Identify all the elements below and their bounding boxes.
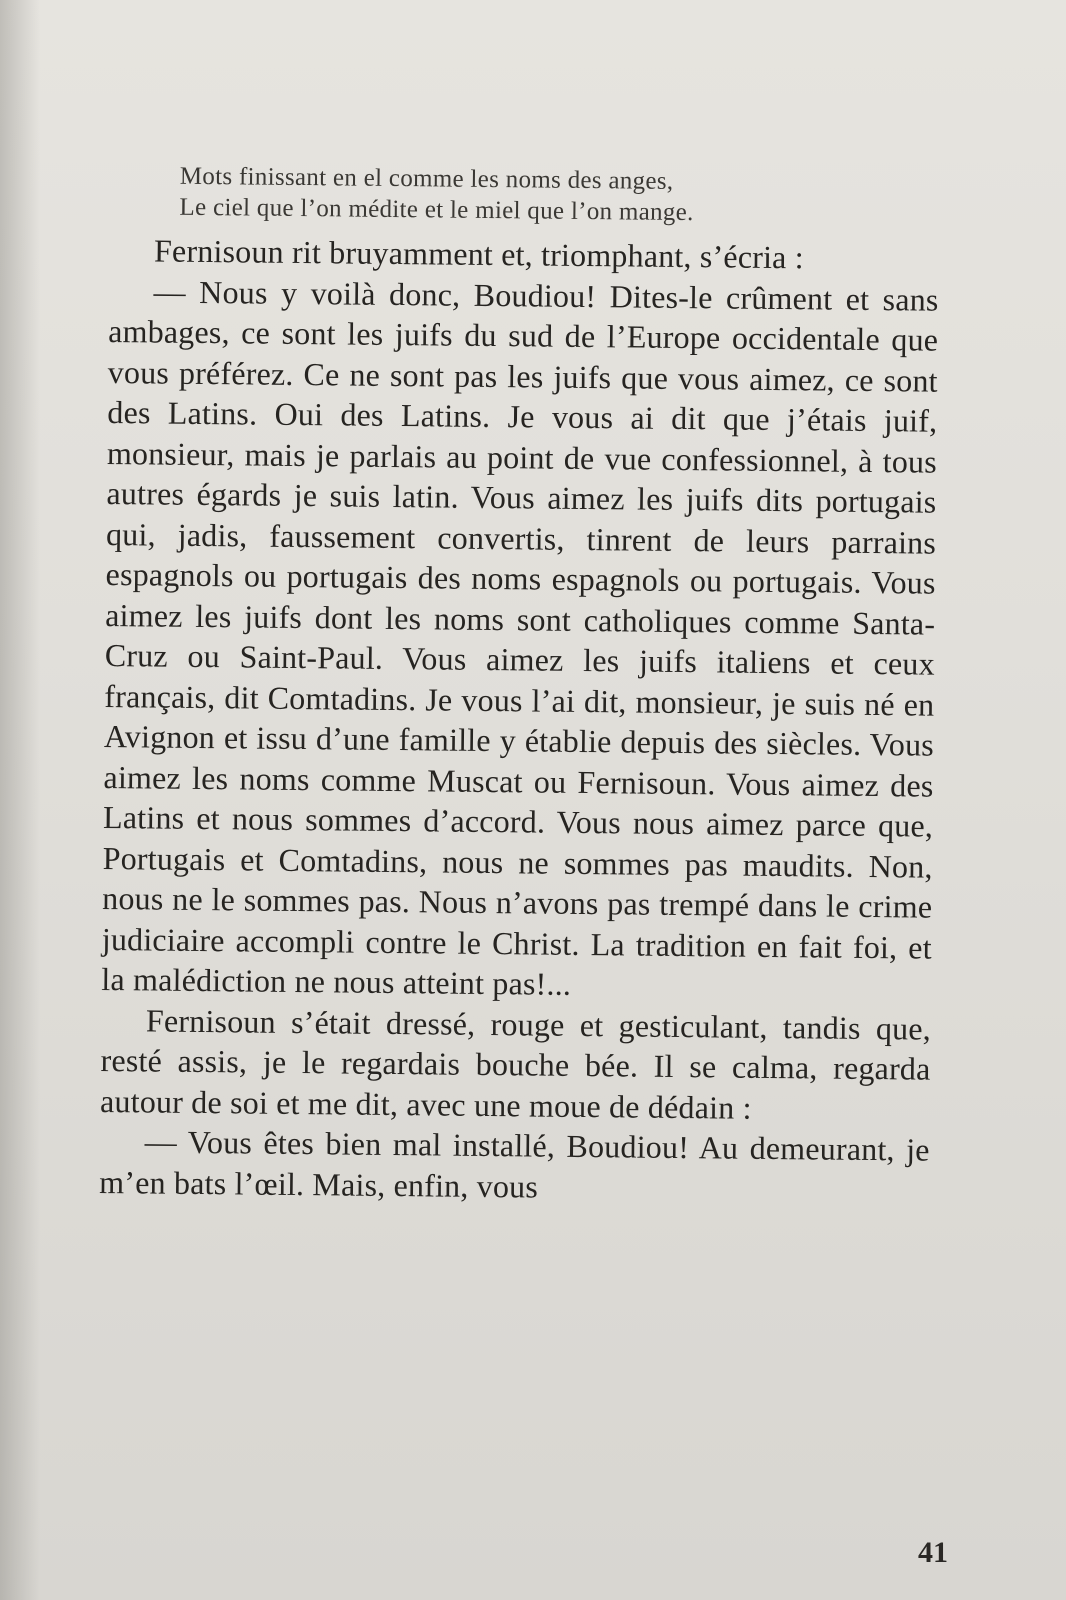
verse-line-1: Mots finissant en el comme les noms des anges, (179, 162, 674, 195)
verse-line-2: Le ciel que l’on médite et le miel que l’on mange. (179, 193, 694, 227)
paragraph-3: Fernisoun s’était dressé, rouge et gesticulant, tandis que, resté assis, je le regardais bouche bée. Il se calma, regarda autour de soi et me dit, avec une moue de dédain : (99, 1001, 932, 1126)
prose-body (99, 230, 939, 1211)
page-gutter-shadow (0, 0, 40, 1600)
page-text-block (99, 160, 940, 1211)
verse-quote (179, 161, 940, 231)
page-number: 41 (918, 1536, 948, 1569)
paragraph-1: Fernisoun rit bruyamment et, triomphant, s’écria : (153, 232, 805, 276)
paragraph-4: — Vous êtes bien mal installé, Boudiou! Au demeurant, je m’en bats l’œil. Mais, enfin, vous (99, 1123, 930, 1205)
paragraph-2: — Nous y voilà donc, Boudiou! Dites-le crûment et sans ambages, ce sont les juifs du sud de l’Europe occidentale que vous préférez. Ce ne sont pas les juifs que vous aimez, ce sont des Latins. Oui des Latins. Je vous ai dit que j’étais juif, monsieur, mais je parlais au point de vue confessionnel, à tous autres égards je suis latin. Vous aimez les juifs dits portugais qui, jadis, faussement convertis, tinrent de leurs parrains espagnols ou portugais des noms espagnols ou portugais. Vous aimez les juifs dont les noms sont catholiques comme Santa-Cruz ou Saint-Paul. Vous aimez les juifs italiens et ceux français, dit Comtadins. Je vous l’ai dit, monsieur, je suis né en Avignon et issu d’une famille y établie depuis des siècles. Vous aimez les noms comme Muscat ou Fernisoun. Vous aimez des Latins et nous sommes d’accord. Vous nous aimez parce que, Portugais et Comtadins, nous ne sommes pas maudits. Non, nous ne le sommes pas. Nous n’avons pas trempé dans le crime judiciaire accompli contre le Christ. La tradition en fait foi, et la malédiction ne nous atteint pas!... (101, 272, 939, 1002)
